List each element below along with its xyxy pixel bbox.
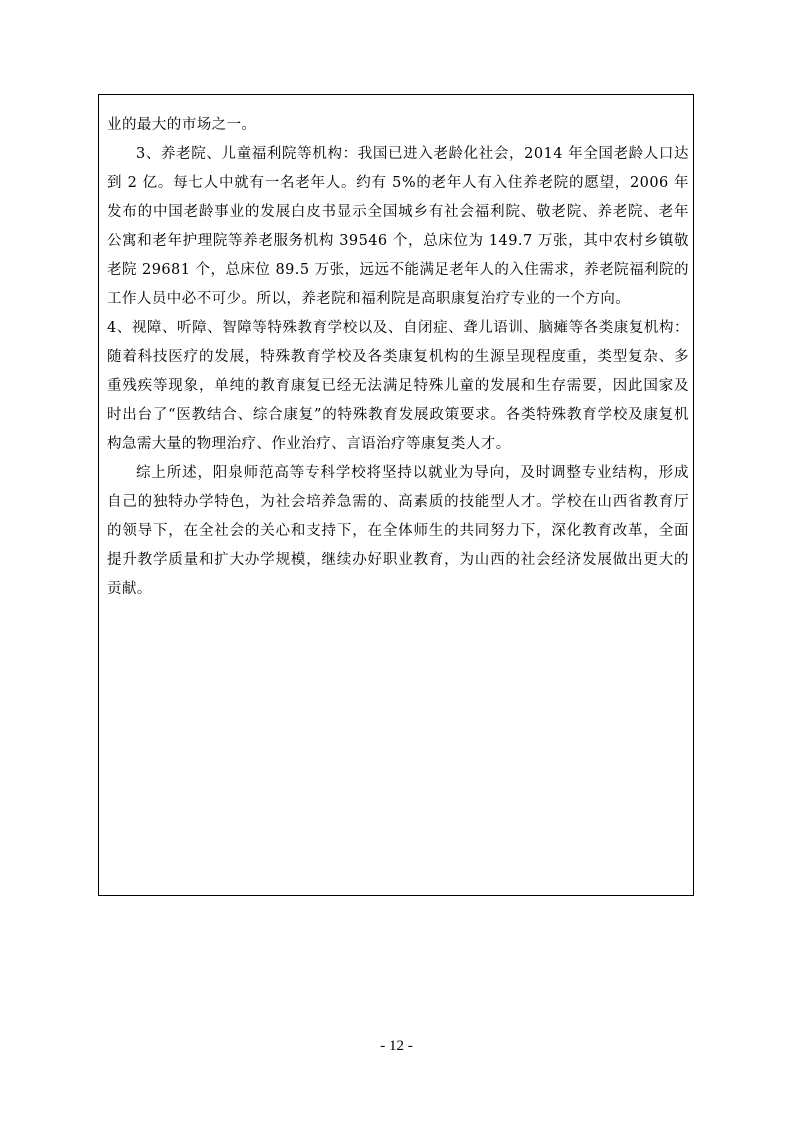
content-frame	[98, 94, 694, 896]
paragraph-special-education: 4、视障、听障、智障等特殊教育学校以及、自闭症、聋儿语训、脑瘫等各类康复机构：随着科技医疗的发展，特殊教育学校及各类康复机构的生源呈现程度重，类型复杂、多重残疾等现象，单纯的教育康复已经无法满足特殊儿童的发展和生存需要，因此国家及时出台了“医教结合、综合康复”的特殊教育发展政策要求。各类特殊教育学校及康复机构急需大量的物理治疗、作业治疗、言语治疗等康复类人才。	[107, 320, 689, 452]
paragraph-nursing-homes: 3、养老院、儿童福利院等机构：我国已进入老龄化社会，2014 年全国老龄人口达到 2 亿。每七人中就有一名老年人。约有 5%的老年人有入住养老院的愿望，2006 年发布的中国老龄事业的发展白皮书显示全国城乡有社会福利院、敬老院、养老院、老年公寓和老年护理院等养老服务机构 39546 个，总床位为 149.7 万张，其中农村乡镇敬老院 29681 个，总床位 89.5 万张，远远不能满足老年人的入住需求，养老院福利院的工作人员中必不可少。所以，养老院和福利院是高职康复治疗专业的一个方向。	[107, 146, 689, 307]
page-number: - 12 -	[380, 1038, 413, 1054]
paragraph-conclusion: 综上所述，阳泉师范高等专科学校将坚持以就业为导向，及时调整专业结构，形成自己的独特办学特色，为社会培养急需的、高素质的技能型人才。学校在山西省教育厅的领导下，在全社会的关心和支持下，在全体师生的共同努力下，深化教育改革，全面提升教学质量和扩大办学规模，继续办好职业教育，为山西的社会经济发展做出更大的贡献。	[107, 465, 689, 597]
paragraph-continuation: 业的最大的市场之一。	[107, 117, 257, 133]
text-body	[107, 111, 689, 604]
